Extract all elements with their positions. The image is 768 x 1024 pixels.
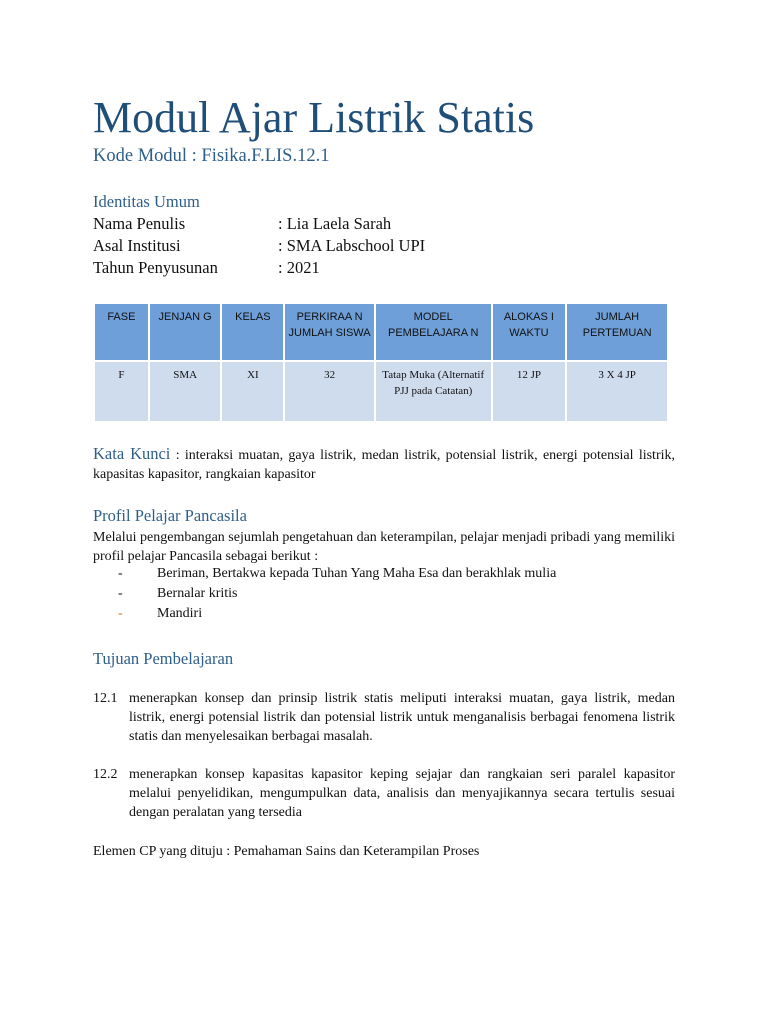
cell-pertemuan: 3 X 4 JP [566,361,668,422]
list-item-text: Mandiri [157,606,203,621]
cell-alokasi: 12 JP [492,361,567,422]
identitas-value: : Lia Laela Sarah [278,214,392,233]
document-title: Modul Ajar Listrik Statis [93,93,535,142]
module-info-table [93,302,669,423]
header-model-pembelajaran: MODEL PEMBELAJARA N [375,303,492,361]
profil-heading: Profil Pelajar Pancasila [93,506,247,525]
tujuan-text: menerapkan konsep kapasitas kapasitor keping sejajar dan rangkaian seri paralel kapasitor melalui penyelidikan, mengumpulkan data, analisis dan menyajikannya secara tertulis sesuai dengan peralatan yang tersedia [129,767,675,820]
table-row [94,361,668,422]
bullet-dash: - [118,586,123,601]
bullet-dash: - [118,566,123,581]
header-perkiraan-jumlah-siswa: PERKIRAA N JUMLAH SISWA [284,303,375,361]
table-header-row [94,303,668,361]
header-jenjang: JENJAN G [149,303,222,361]
cell-model: Tatap Muka (Alternatif PJJ pada Catatan) [375,361,492,422]
tujuan-text: menerapkan konsep dan prinsip listrik statis meliputi interaksi muatan, gaya listrik, medan listrik, energi potensial listrik dan potensial listrik untuk menganalisis berbagai fenomena listrik statis dan menyelesaikan berbagai masalah. [129,691,675,744]
identitas-heading: Identitas Umum [93,192,200,211]
list-item-text: Bernalar kritis [157,586,238,601]
header-kelas: KELAS [221,303,284,361]
kode-modul: Kode Modul : Fisika.F.LIS.12.1 [93,146,330,166]
identitas-label: Tahun Penyusunan [93,258,218,277]
tujuan-item [93,765,675,822]
elemen-cp: Elemen CP yang dituju : Pemahaman Sains dan Keterampilan Proses [93,844,480,859]
identitas-value: : SMA Labschool UPI [278,236,426,255]
kata-kunci-paragraph [93,444,675,484]
tujuan-item [93,689,675,746]
identitas-label: Nama Penulis [93,214,186,233]
cell-kelas: XI [221,361,284,422]
bullet-dash: - [118,606,123,621]
header-jumlah-pertemuan: JUMLAH PERTEMUAN [566,303,668,361]
list-item-text: Beriman, Bertakwa kepada Tuhan Yang Maha Esa dan berakhlak mulia [157,566,557,581]
header-alokasi-waktu: ALOKAS I WAKTU [492,303,567,361]
cell-jenjang: SMA [149,361,222,422]
profil-intro: Melalui pengembangan sejumlah pengetahuan dan keterampilan, pelajar menjadi pribadi yang memiliki profil pelajar Pancasila sebagai berikut : [93,530,675,564]
header-fase: FASE [94,303,149,361]
kata-kunci-heading: Kata Kunci [93,444,171,463]
cell-jumlah-siswa: 32 [284,361,375,422]
identitas-value: : 2021 [278,258,320,277]
tujuan-number: 12.2 [93,767,118,782]
kata-kunci-text: : interaksi muatan, gaya listrik, medan listrik, potensial listrik, energi potensial listrik, kapasitas kapasitor, rangkaian kapasitor [93,448,675,482]
tujuan-heading: Tujuan Pembelajaran [93,649,234,668]
tujuan-number: 12.1 [93,691,118,706]
cell-fase: F [94,361,149,422]
identitas-label: Asal Institusi [93,236,181,255]
